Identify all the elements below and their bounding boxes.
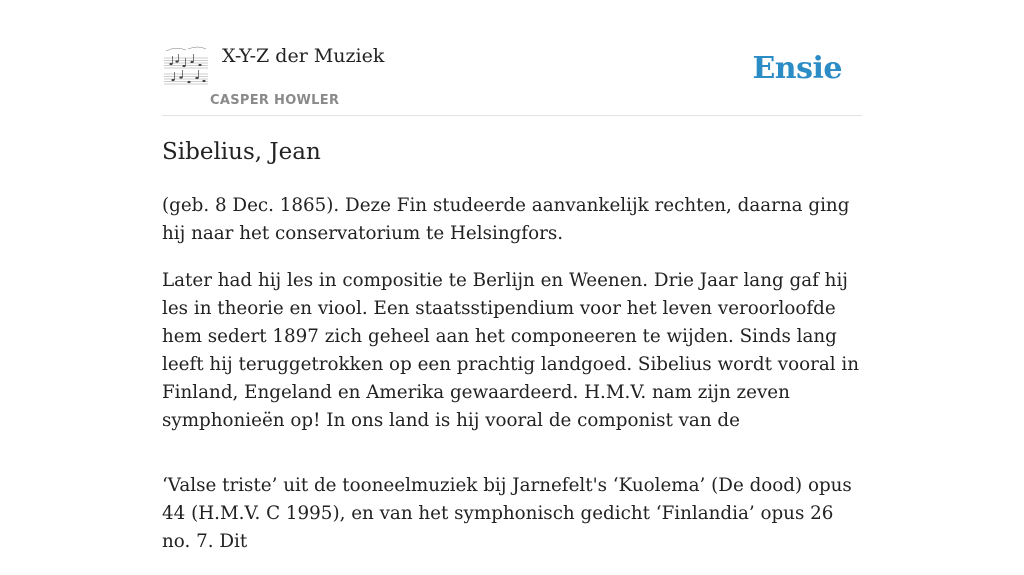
entry-title: Sibelius, Jean [162, 139, 321, 165]
ensie-logo-link[interactable]: Ensie [752, 51, 842, 86]
sheet-music-thumbnail-icon[interactable] [162, 44, 210, 90]
book-author[interactable]: CASPER HOWLER [210, 93, 340, 108]
header [162, 0, 862, 116]
book-title[interactable]: X-Y-Z der Muziek [222, 45, 385, 67]
entry-body [162, 192, 862, 575]
page [162, 0, 862, 552]
paragraph: ‘Valse triste’ uit de tooneelmuziek bij Jarnefelt's ‘Kuolema’ (De dood) opus 44 (H.M.V. C 1995), en van het symphonisch gedicht ‘Finlandia’ opus 26 no. 7. Dit [162, 475, 852, 552]
paragraph: (geb. 8 Dec. 1865). Deze Fin studeerde aanvankelijk rechten, daarna ging hij naar het conservatorium te Helsingfors. [162, 195, 850, 244]
paragraph: Later had hij les in compositie te Berlijn en Weenen. Drie Jaar lang gaf hij les in theorie en viool. Een staatsstipendium voor het leven veroorloofde hem sedert 1897 zich geheel aan het componeeren te wijden. Sinds lang leeft hij teruggetrokken op een prachtig landgoed. Sibelius wordt vooral in Finland, Engeland en Amerika gewaardeerd. H.M.V. nam zijn zeven symphonieën op! In ons land is hij vooral de componist van de [162, 270, 859, 431]
